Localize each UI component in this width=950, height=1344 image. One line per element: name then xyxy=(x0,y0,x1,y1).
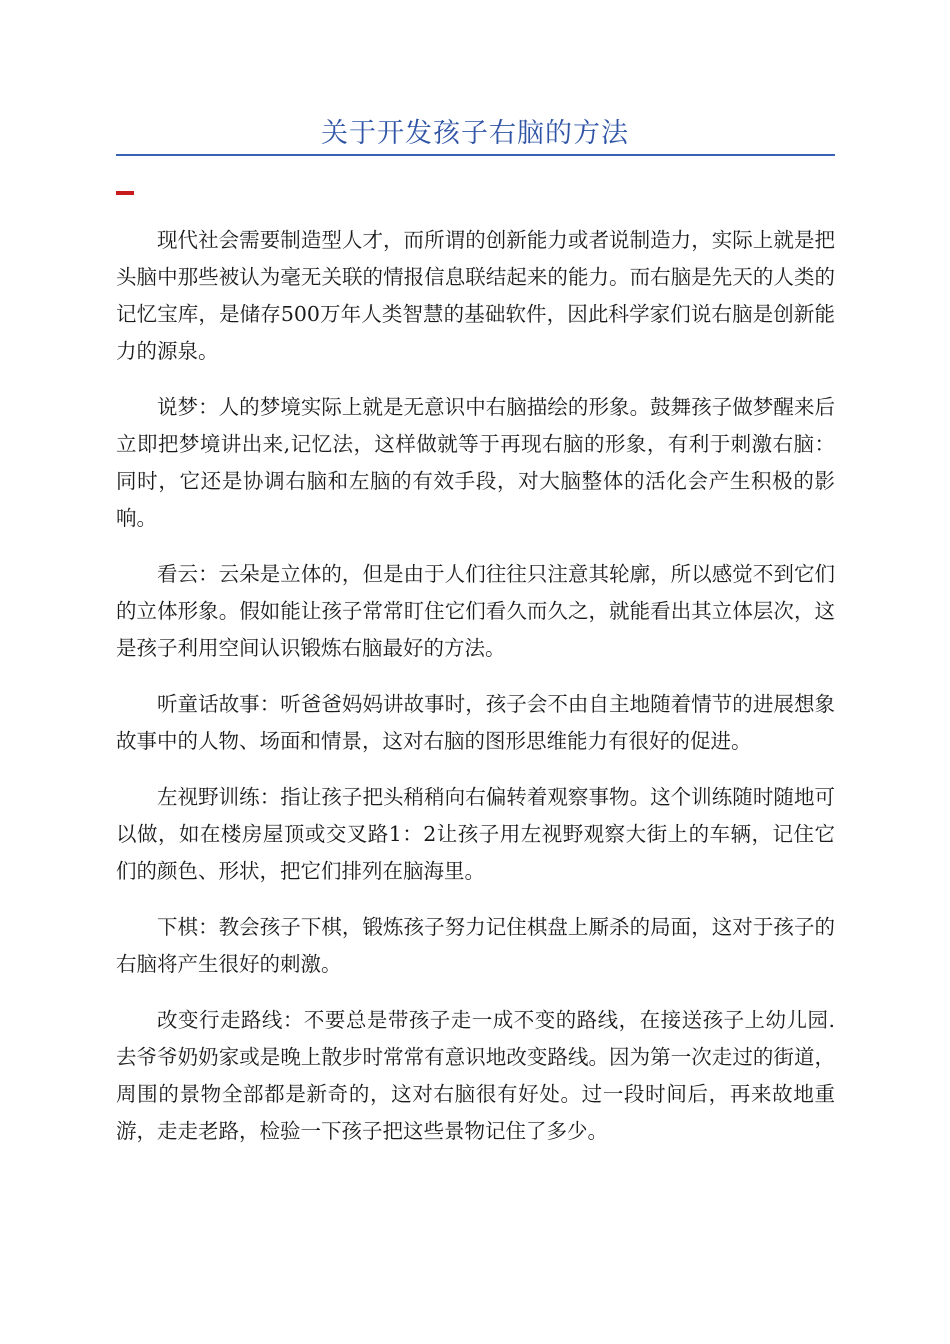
title-underline xyxy=(116,154,835,156)
document-body xyxy=(116,222,835,1169)
section-mark xyxy=(116,191,134,195)
paragraph-walking-route: 改变行走路线：不要总是带孩子走一成不变的路线，在接送孩子上幼儿园.去爷爷奶奶家或是晚上散步时常常有意识地改变路线。因为第一次走过的街道，周围的景物全部都是新奇的，这对右脑很有好处。过一段时间后，再来故地重游，走走老路，检验一下孩子把这些景物记住了多少。 xyxy=(116,1008,835,1143)
paragraph-chess: 下棋：教会孩子下棋，锻炼孩子努力记住棋盘上厮杀的局面，这对于孩子的右脑将产生很好的刺激。 xyxy=(116,915,835,976)
paragraph-fairy-tales: 听童话故事：听爸爸妈妈讲故事时，孩子会不由自主地随着情节的进展想象故事中的人物、场面和情景，这对右脑的图形思维能力有很好的促进。 xyxy=(116,692,835,753)
paragraph-clouds: 看云：云朵是立体的，但是由于人们往往只注意其轮廓，所以感觉不到它们的立体形象。假如能让孩子常常盯住它们看久而久之，就能看出其立体层次，这是孩子利用空间认识锻炼右脑最好的方法。 xyxy=(116,562,835,660)
paragraph-left-vision: 左视野训练：指让孩子把头稍稍向右偏转着观察事物。这个训练随时随地可以做，如在楼房屋顶或交叉路1：2让孩子用左视野观察大街上的车辆，记住它们的颜色、形状，把它们排列在脑海里。 xyxy=(116,785,835,883)
document-title: 关于开发孩子右脑的方法 xyxy=(321,118,629,149)
paragraph-intro: 现代社会需要制造型人才，而所谓的创新能力或者说制造力，实际上就是把头脑中那些被认为毫无关联的情报信息联结起来的能力。而右脑是先天的人类的记忆宝库，是储存500万年人类智慧的基础软件，因此科学家们说右脑是创新能力的源泉。 xyxy=(116,228,835,363)
paragraph-dream: 说梦：人的梦境实际上就是无意识中右脑描绘的形象。鼓舞孩子做梦醒来后立即把梦境讲出来,记忆法，这样做就等于再现右脑的形象，有利于刺激右脑：同时，它还是协调右脑和左脑的有效手段，对大脑整体的活化会产生积极的影响。 xyxy=(116,395,835,530)
